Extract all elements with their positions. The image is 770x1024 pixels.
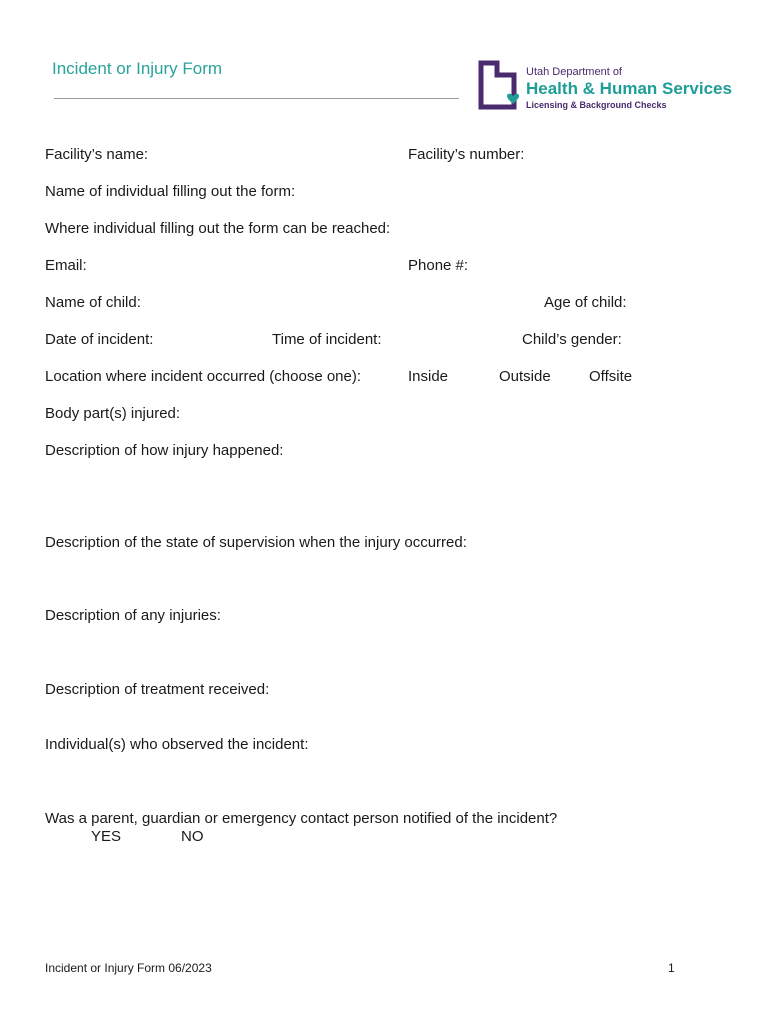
treatment-label: Description of treatment received:	[45, 681, 270, 698]
child-gender-label: Child’s gender:	[522, 331, 622, 348]
footer-page-number: 1	[668, 961, 675, 975]
facility-name-label: Facility’s name:	[45, 146, 149, 163]
logo-line-2: Health & Human Services	[526, 79, 732, 98]
body-parts-label: Body part(s) injured:	[45, 405, 181, 422]
notified-yes-option[interactable]: YES	[91, 828, 122, 845]
title-underline	[54, 98, 459, 99]
footer-form-id: Incident or Injury Form 06/2023	[45, 961, 212, 975]
phone-label: Phone #:	[408, 257, 469, 274]
location-option-inside[interactable]: Inside	[408, 368, 449, 385]
notified-no-option[interactable]: NO	[181, 828, 204, 845]
filler-name-label: Name of individual filling out the form:	[45, 183, 296, 200]
how-happened-label: Description of how injury happened:	[45, 442, 284, 459]
location-option-offsite[interactable]: Offsite	[589, 368, 633, 385]
observers-label: Individual(s) who observed the incident:	[45, 736, 309, 753]
filler-reach-label: Where individual filling out the form can be reached:	[45, 220, 391, 237]
child-name-label: Name of child:	[45, 294, 141, 311]
supervision-label: Description of the state of supervision when the injury occurred:	[45, 534, 467, 551]
notified-question: Was a parent, guardian or emergency contact person notified of the incident?	[45, 810, 558, 827]
location-option-outside[interactable]: Outside	[499, 368, 551, 385]
injuries-label: Description of any injuries:	[45, 607, 221, 624]
agency-logo	[478, 60, 738, 112]
incident-date-label: Date of incident:	[45, 331, 154, 348]
logo-line-1: Utah Department of	[526, 66, 622, 78]
child-age-label: Age of child:	[544, 294, 627, 311]
incident-time-label: Time of incident:	[272, 331, 382, 348]
email-label: Email:	[45, 257, 87, 274]
utah-state-outline-heart-icon	[478, 60, 522, 112]
page-title: Incident or Injury Form	[52, 59, 223, 78]
location-label: Location where incident occurred (choose one):	[45, 368, 362, 385]
facility-number-label: Facility’s number:	[408, 146, 525, 163]
logo-line-3: Licensing & Background Checks	[526, 100, 667, 110]
